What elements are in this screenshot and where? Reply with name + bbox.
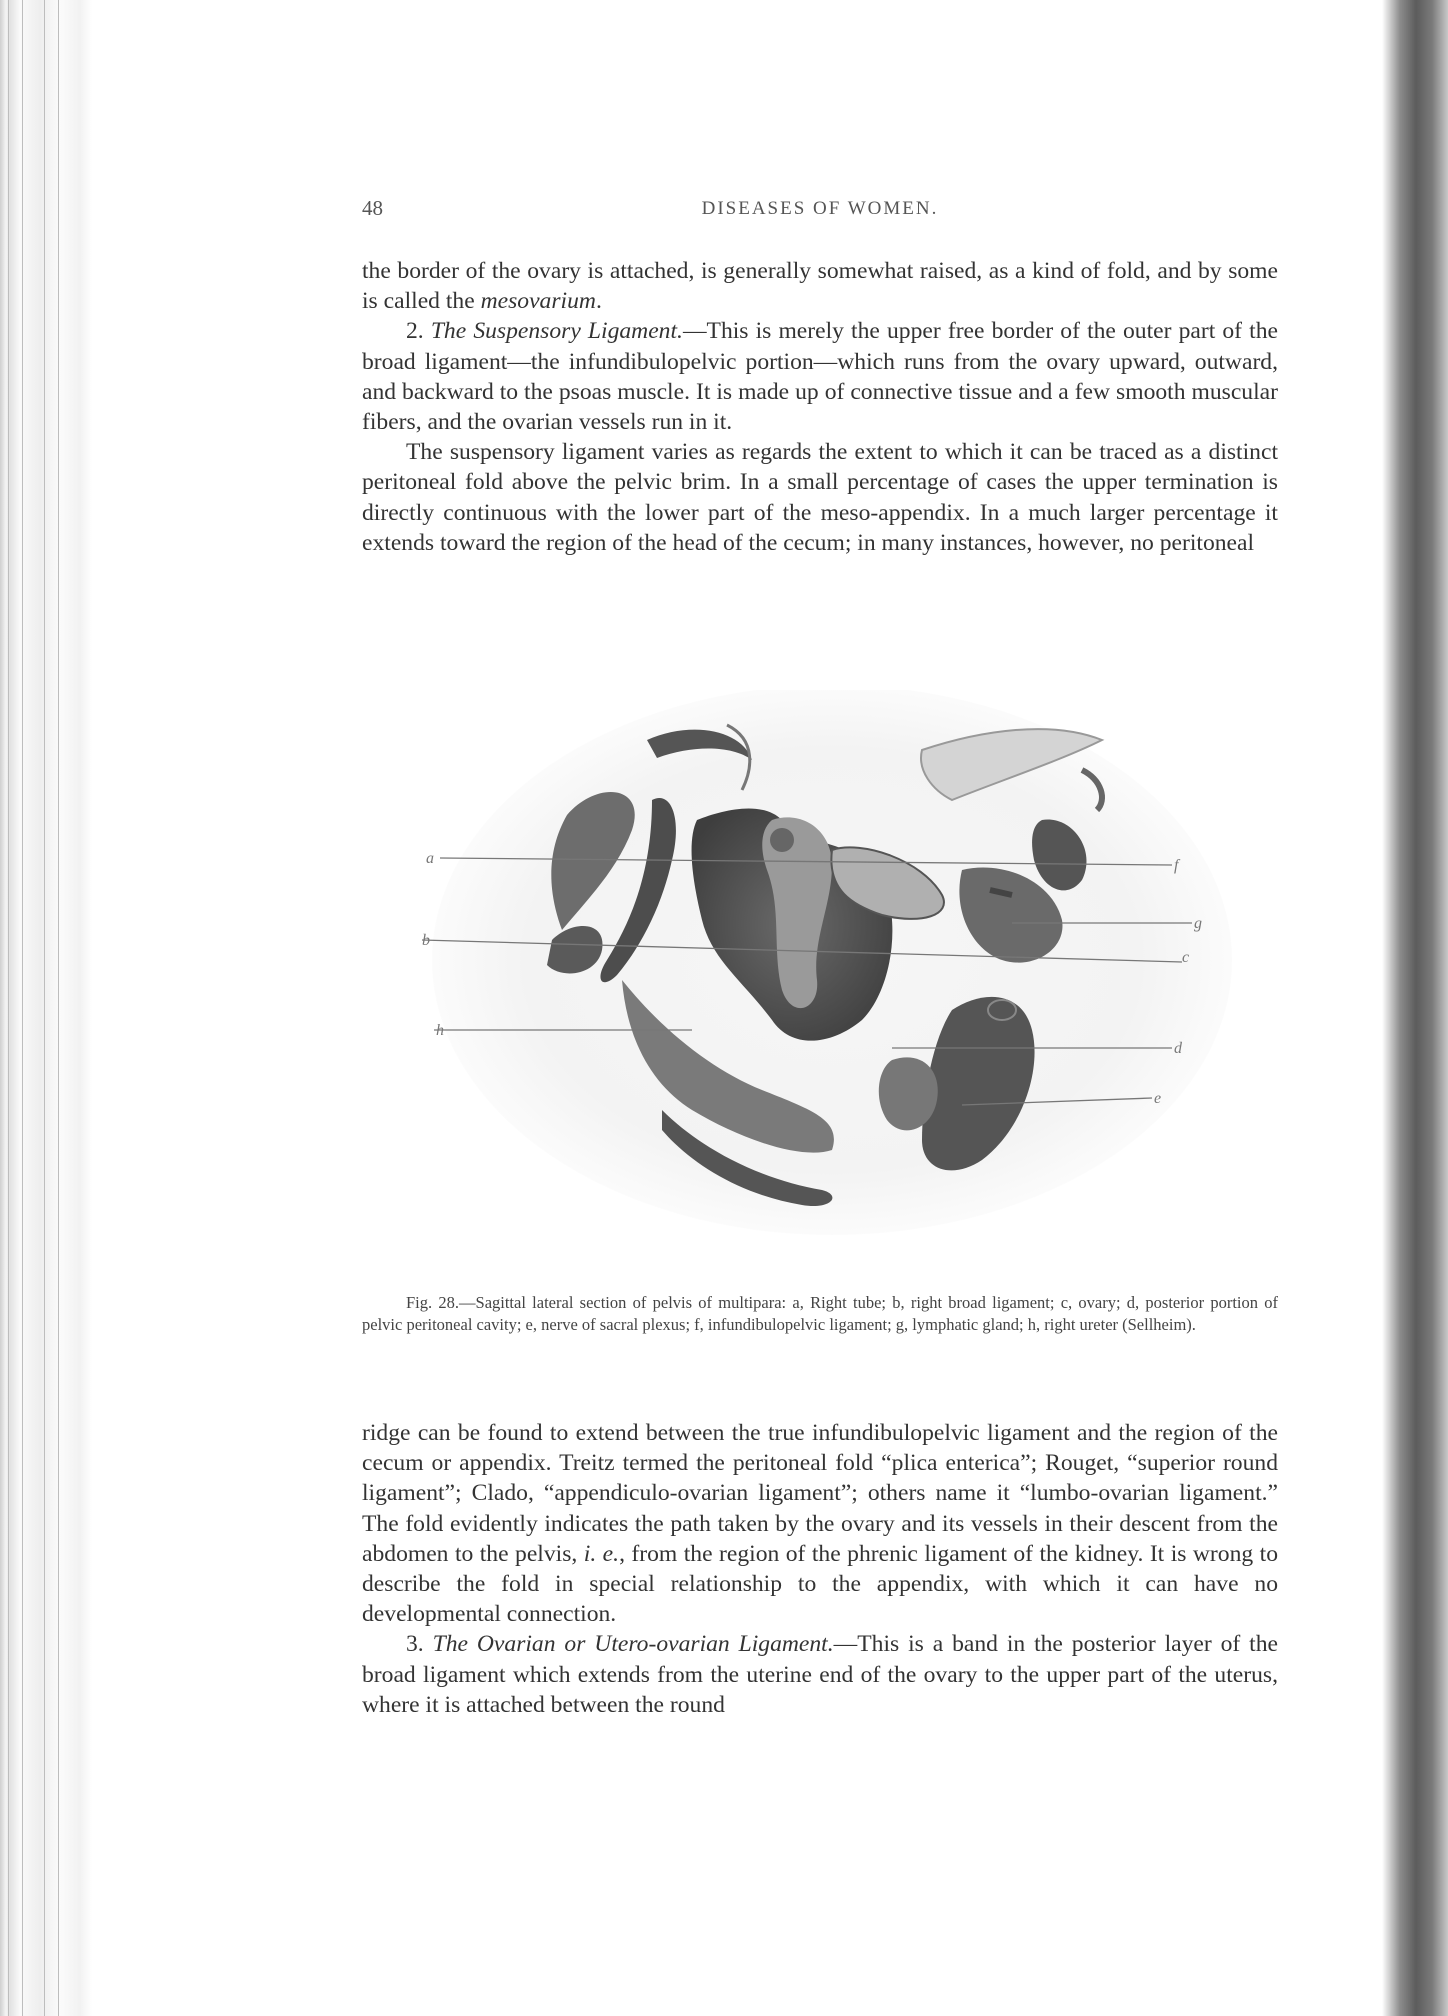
paragraph-peritoneal-ridge: ridge can be found to extend between the true infundibulopelvic ligament and the region of the cecum or appendix. Treitz termed the peritoneal fold “plica enterica”; Rouget, “superior round ligament”; Clado, “appendiculo-ovarian ligament”; others name it “lumbo-ovarian ligament.” The fold evidently indicates the path taken by the ovary and its vessels in their descent from the abdomen to the pelvis, i. e., from the region of the phrenic ligament of the kidney. It is wrong to describe the fold in special relationship to the appendix, with which it can have no developmental connection.: [362, 1420, 1278, 1628]
label-c: c: [1182, 949, 1190, 966]
page-edge-line: [22, 0, 23, 2016]
body-text-top: [362, 256, 1278, 558]
label-d: d: [1174, 1040, 1182, 1057]
page-edge-line: [44, 0, 45, 2016]
page-number: 48: [362, 196, 383, 220]
page-edge-line: [58, 0, 59, 2016]
figure-pelvis-section: [362, 690, 1278, 1250]
tube-end: [770, 828, 794, 852]
running-header: [362, 196, 1278, 226]
abbrev-ie: i. e.: [583, 1540, 620, 1567]
paragraph-ovarian-ligament: 3. The Ovarian or Utero-ovarian Ligament.—This is a band in the posterior layer of the broad ligament which extends from the uterine end of the ovary to the upper part of the uterus, where it is attached between the round: [362, 1631, 1278, 1718]
body-text-bottom: [362, 1418, 1278, 1720]
label-a: a: [426, 850, 434, 867]
label-e: e: [1154, 1090, 1162, 1107]
term-mesovarium: mesovarium: [480, 288, 596, 315]
label-b: b: [422, 932, 430, 949]
page-edge-line: [8, 0, 9, 2016]
paragraph-mesovarium: the border of the ovary is attached, is generally somewhat raised, as a kind of fold, and by some is called the mesovarium.: [362, 258, 1278, 315]
paragraph-suspensory-extent: The suspensory ligament varies as regards the extent to which it can be traced as a distinct peritoneal fold above the pelvic brim. In a small percentage of cases the upper termination is directly continuous with the lower part of the meso-appendix. In a much larger percentage it extends toward the region of the head of the cecum; in many instances, however, no peritoneal: [362, 439, 1278, 556]
label-h: h: [436, 1022, 444, 1039]
caption-text: Fig. 28.—Sagittal lateral section of pelvis of multipara: a, Right tube; b, right broad ligament; c, ovary; d, posterior portion of pelvic peritoneal cavity; e, nerve of sacral plexus; f, infundibulopelvic ligament; g, lymphatic gland; h, right ureter (Sellheim).: [362, 1293, 1278, 1334]
section-heading-ovarian-ligament: The Ovarian or Utero-ovarian Ligament.: [432, 1631, 834, 1658]
book-edge-right: [1382, 0, 1448, 2016]
paragraph-suspensory-ligament: 2. The Suspensory Ligament.—This is merely the upper free border of the outer part of the broad ligament—the infundibulopelvic portion—which runs from the ovary upward, outward, and backward to the psoas muscle. It is made up of connective tissue and a few smooth muscular fibers, and the ovarian vessels run in it.: [362, 318, 1278, 436]
figure-caption: [362, 1292, 1278, 1335]
pelvis-illustration: [362, 690, 1278, 1250]
running-title: DISEASES OF WOMEN.: [701, 198, 939, 219]
label-f: f: [1174, 857, 1179, 874]
section-heading-suspensory-ligament: The Suspensory Ligament.: [430, 318, 683, 345]
label-g: g: [1194, 915, 1202, 932]
book-spine-left: [0, 0, 92, 2016]
